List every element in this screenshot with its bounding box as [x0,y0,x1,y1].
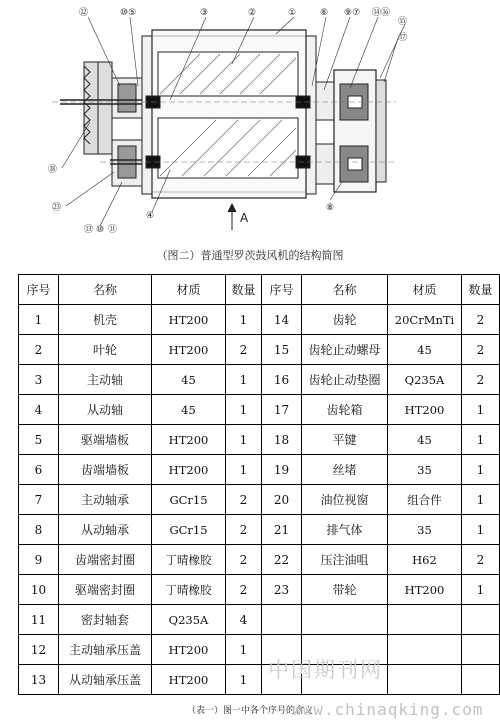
cell-qty: 1 [226,635,262,665]
cell-material: HT200 [388,395,462,425]
callout-18: ⑱ [48,165,58,175]
cell-no: 15 [262,335,302,365]
table-row [19,425,500,455]
callout-17: ⑰ [398,33,408,43]
table-row [19,665,500,695]
cell-material: H62 [388,545,462,575]
cell-name: 排气体 [302,515,388,545]
cell-name: 油位视窗 [302,485,388,515]
header-name: 名称 [302,275,388,305]
cell-qty: 2 [462,545,500,575]
cell-qty [462,605,500,635]
cell-no: 8 [19,515,59,545]
cell-no: 16 [262,365,302,395]
cell-qty: 2 [226,515,262,545]
callout-3: ③ [200,8,209,18]
cell-qty: 1 [226,395,262,425]
table-row [19,395,500,425]
cell-name: 齿轮箱 [302,395,388,425]
cell-qty: 1 [226,665,262,695]
cell-material: HT200 [152,665,226,695]
callout-12: ⑫ [79,8,89,18]
cell-material: HT200 [152,455,226,485]
table-row [19,635,500,665]
table-header-row [19,275,500,305]
watermark-url: www.chinaqking.com [292,700,484,719]
cell-qty: 2 [226,485,262,515]
header-no: 序号 [262,275,302,305]
cell-material: 35 [388,515,462,545]
view-label-a: A [240,211,249,225]
cell-material: 45 [152,395,226,425]
callout-9-7: ⑨⑦ [344,8,361,18]
cell-material: HT200 [152,425,226,455]
callout-23: ㉓ [52,203,62,213]
table-row [19,305,500,335]
cell-qty [462,665,500,695]
cell-qty: 1 [462,485,500,515]
cell-name: 齿轮止动螺母 [302,335,388,365]
callout-4: ④ [146,211,155,221]
cell-name: 平键 [302,425,388,455]
cell-qty: 1 [226,455,262,485]
cell-qty: 1 [462,455,500,485]
cell-name: 齿端密封圈 [59,545,152,575]
cell-no: 17 [262,395,302,425]
cell-name: 齿轮止动垫圈 [302,365,388,395]
cell-qty: 1 [226,305,262,335]
cell-no: 2 [19,335,59,365]
cell-qty: 1 [226,425,262,455]
cell-no: 4 [19,395,59,425]
header-material: 材质 [388,275,462,305]
cell-no: 10 [19,575,59,605]
cell-material: HT200 [388,575,462,605]
table-row [19,455,500,485]
cell-no: 3 [19,365,59,395]
cell-name: 齿轮 [302,305,388,335]
callout-2: ② [248,8,257,18]
cell-no: 1 [19,305,59,335]
cell-material: HT200 [152,335,226,365]
callout-1: ① [288,8,297,18]
cell-material: 45 [152,365,226,395]
cell-material: 丁晴橡胶 [152,545,226,575]
cell-name: 驱端墙板 [59,425,152,455]
cell-no: 21 [262,515,302,545]
cell-name: 从动轴承压盖 [59,665,152,695]
callout-6: ⑥ [320,8,329,18]
cell-no: 9 [19,545,59,575]
table-row [19,515,500,545]
cell-name: 从动轴 [59,395,152,425]
cell-material [388,605,462,635]
cell-qty: 1 [462,425,500,455]
table-row [19,575,500,605]
cell-material: Q235A [388,365,462,395]
cell-qty: 2 [226,335,262,365]
cell-name [302,605,388,635]
cell-name: 机壳 [59,305,152,335]
cell-name: 叶轮 [59,335,152,365]
figure-caption: （图二）普通型罗茨鼓风机的结构简图 [156,249,344,262]
cell-name: 压注油咀 [302,545,388,575]
cell-name: 驱端密封圈 [59,575,152,605]
header-name: 名称 [59,275,152,305]
cell-name: 主动轴承压盖 [59,635,152,665]
callout-15: ⑮ [398,17,408,27]
header-qty: 数量 [462,275,500,305]
blower-structure-drawing [0,0,500,244]
table-row [19,335,500,365]
cell-no: 23 [262,575,302,605]
cell-no: 6 [19,455,59,485]
cell-material: 丁晴橡胶 [152,575,226,605]
cell-qty: 2 [462,365,500,395]
cell-no: 7 [19,485,59,515]
callout-11: ⑪ [108,225,118,235]
cell-no: 11 [19,605,59,635]
table-row [19,365,500,395]
cell-material [388,665,462,695]
cell-qty: 1 [462,395,500,425]
callout-8: ⑧ [326,203,335,213]
cell-qty: 2 [462,305,500,335]
cell-no: 12 [19,635,59,665]
cell-no: 19 [262,455,302,485]
cell-qty: 4 [226,605,262,635]
callout-14-16: ⑭⑯ [372,8,391,18]
header-no: 序号 [19,275,59,305]
cell-name: 主动轴承 [59,485,152,515]
cell-name: 齿端墙板 [59,455,152,485]
callout-13: ⑬ [84,225,94,235]
cell-qty: 1 [462,575,500,605]
cell-qty: 1 [226,365,262,395]
cell-material: 20CrMnTi [388,305,462,335]
cell-no: 13 [19,665,59,695]
cell-material: GCr15 [152,515,226,545]
cell-no: 5 [19,425,59,455]
cell-no: 18 [262,425,302,455]
cell-name: 从动轴承 [59,515,152,545]
cell-no: 20 [262,485,302,515]
cell-no [262,605,302,635]
cell-material: 35 [388,455,462,485]
cell-name: 主动轴 [59,365,152,395]
table-row [19,605,500,635]
table-row [19,545,500,575]
cell-name: 密封轴套 [59,605,152,635]
cell-qty: 1 [462,515,500,545]
cell-material: 45 [388,425,462,455]
parts-table [18,274,500,695]
cell-name: 带轮 [302,575,388,605]
cell-qty: 2 [226,545,262,575]
cell-material: HT200 [152,635,226,665]
header-qty: 数量 [226,275,262,305]
cell-material: 组合件 [388,485,462,515]
cell-qty: 2 [462,335,500,365]
callout-10-5: ⑩⑤ [120,8,137,18]
cell-material: HT200 [152,305,226,335]
cell-no: 14 [262,305,302,335]
watermark-cn: 中国期刊网 [268,658,383,682]
pulley-shape [84,62,112,154]
cell-material: GCr15 [152,485,226,515]
cell-name: 丝堵 [302,455,388,485]
cell-qty: 2 [226,575,262,605]
cell-qty [462,635,500,665]
cell-material: 45 [388,335,462,365]
cell-material: Q235A [152,605,226,635]
blower-cross-section [0,0,500,244]
table-row [19,485,500,515]
table-caption: （表一）图一中各个序号的含义 [186,706,313,716]
header-material: 材质 [152,275,226,305]
cell-material [388,635,462,665]
callout-10: ⑩ [96,225,105,235]
cell-no: 22 [262,545,302,575]
